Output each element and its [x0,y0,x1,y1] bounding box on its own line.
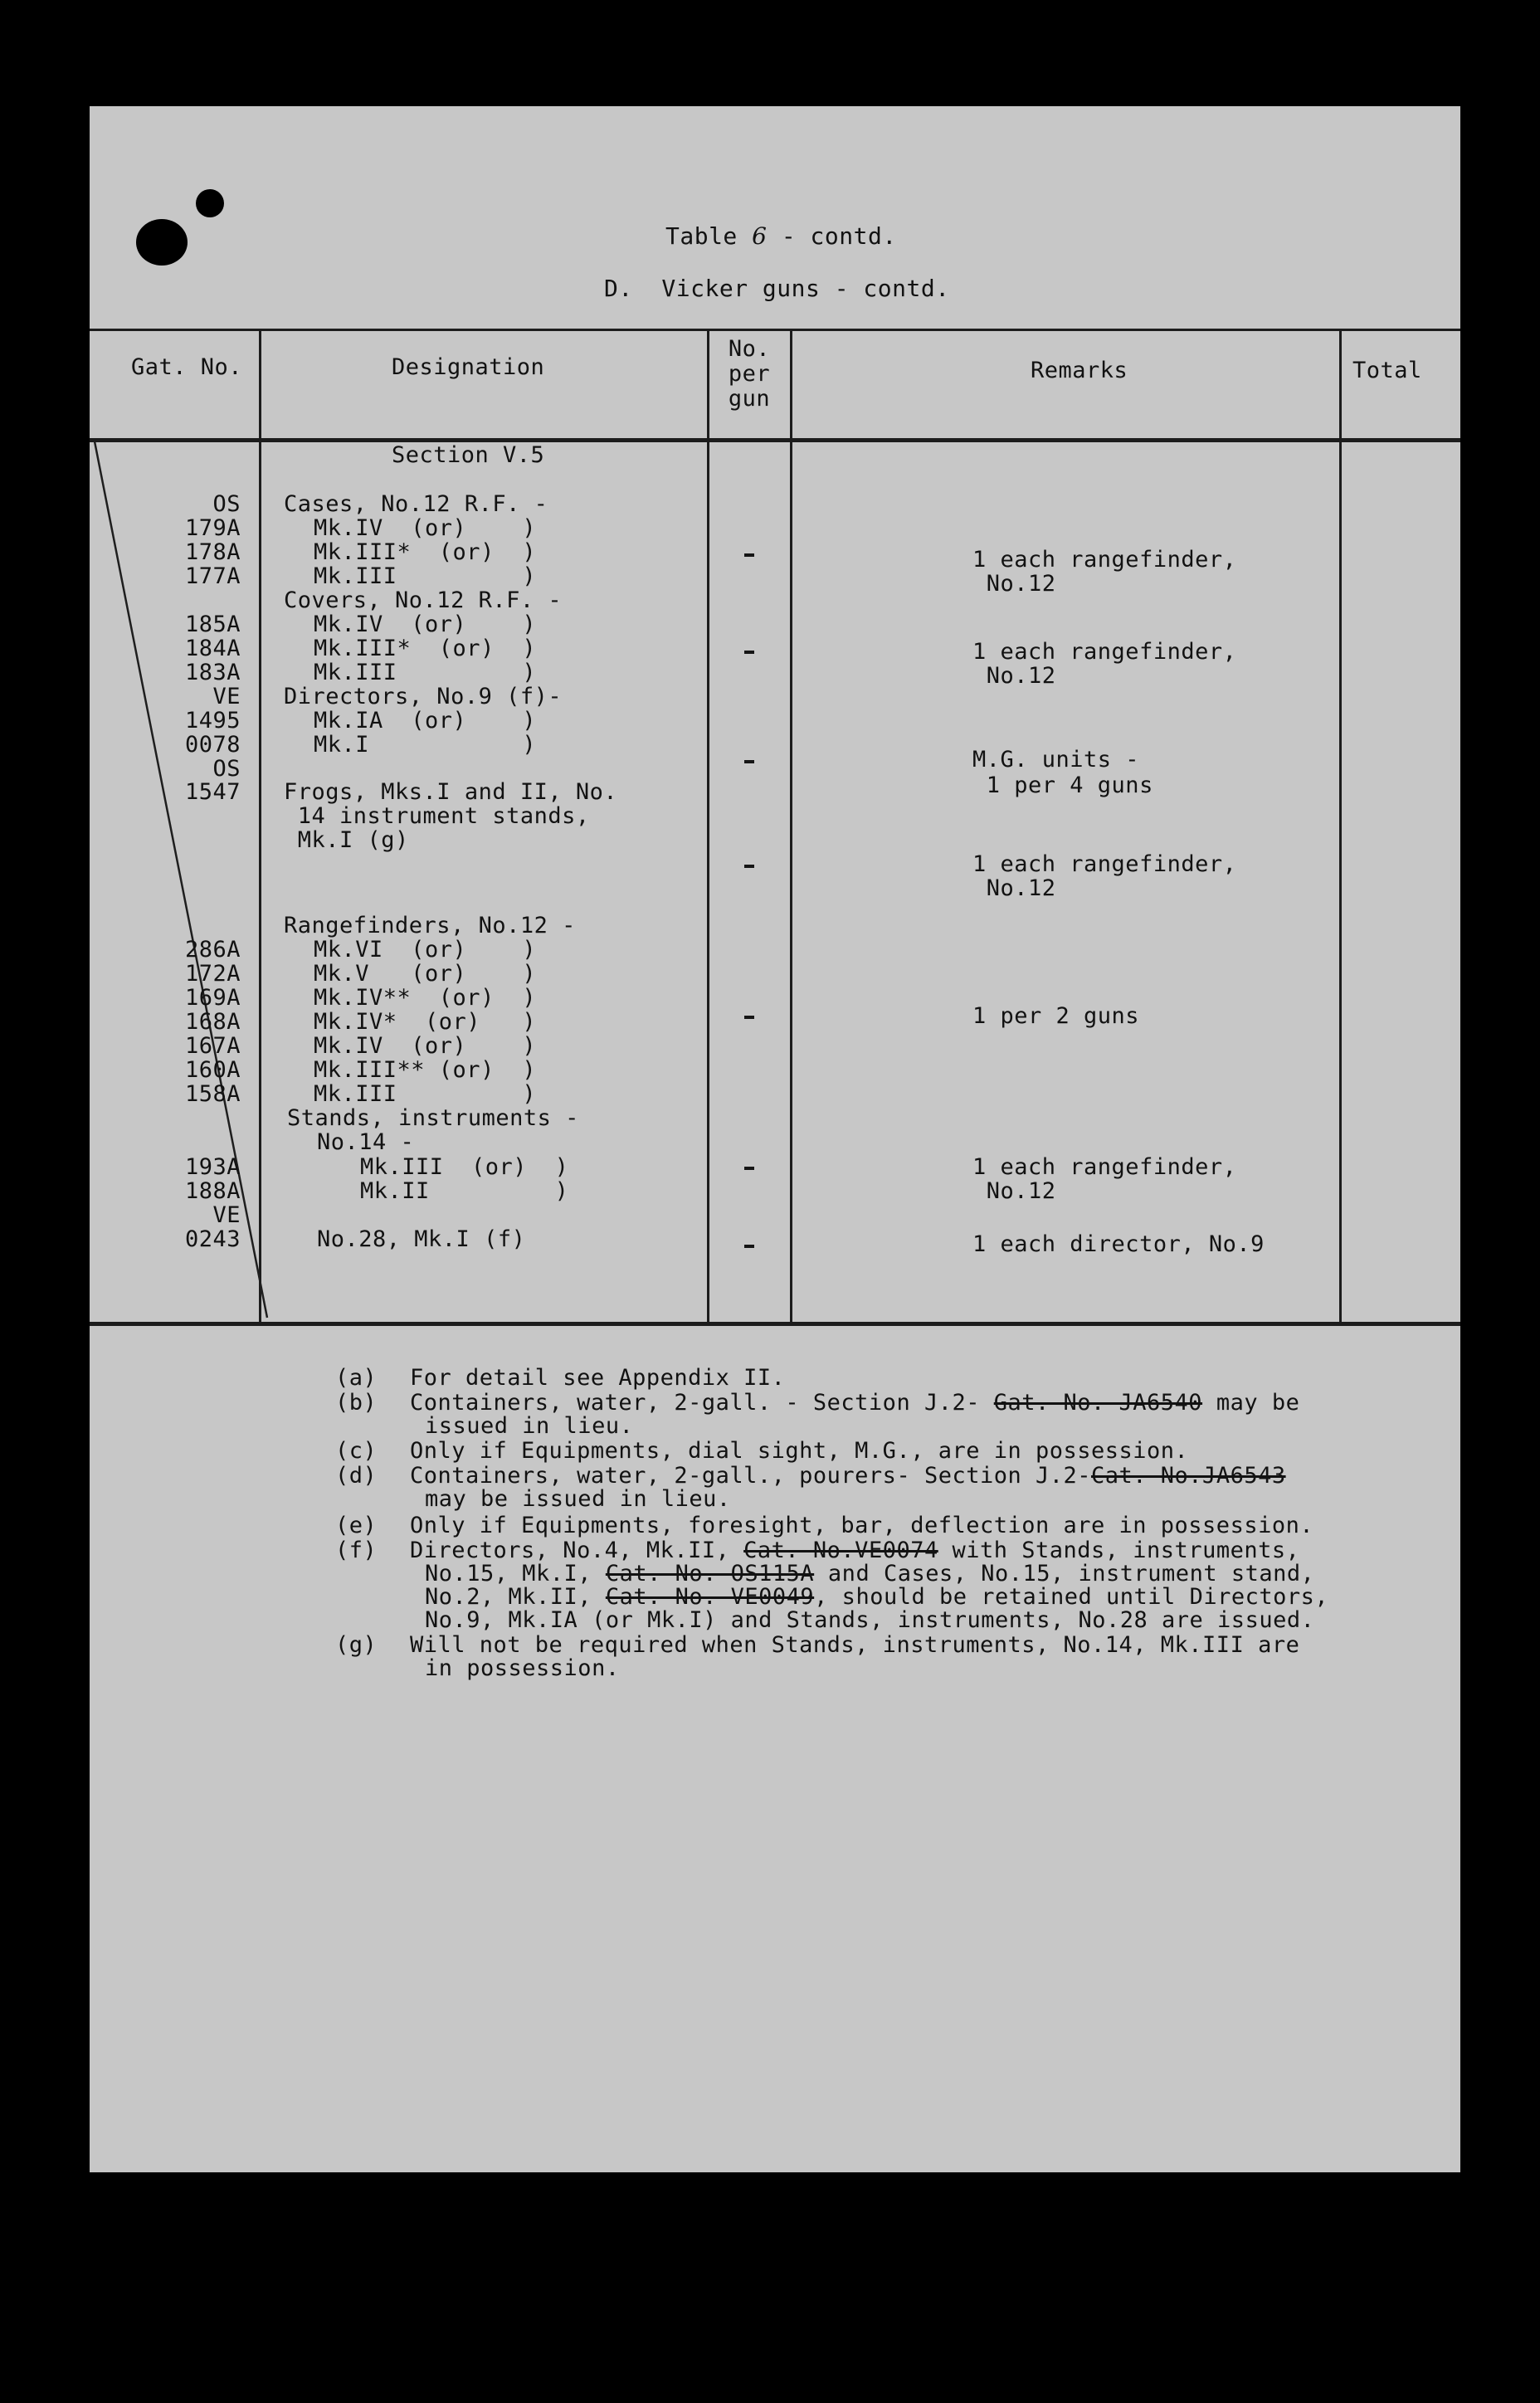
document-page [90,106,1460,2172]
cat-number: 286A [184,937,241,963]
note-text: No.15, Mk.I, Cat. No. OS115A and Cases, No.15, instrument stand, [425,1561,1315,1587]
cat-number: 160A [184,1057,241,1083]
note-text: No.9, Mk.IA (or Mk.I) and Stands, instruments, No.28 are issued. [425,1607,1315,1633]
designation-heading: Stands, instruments - [287,1105,579,1131]
remark: 1 each rangefinder, [972,639,1237,665]
cat-number: 158A [184,1081,241,1107]
cat-number: 1547 [184,779,241,805]
designation-item: Mk.V (or) ) [314,961,537,987]
note-text: For detail see Appendix II. [410,1365,786,1391]
col-header-remarks: Remarks [1031,358,1128,383]
designation-item: Mk.IV** (or) ) [314,985,537,1011]
col-header-no-per-gun-2: per [728,361,771,387]
col-header-no-per-gun-1: No. [728,336,771,362]
designation-heading: Covers, No.12 R.F. - [284,587,563,613]
no-per-gun-dash [744,553,754,557]
remark: 1 each rangefinder, [972,1154,1237,1180]
remark: 1 per 2 guns [972,1003,1140,1029]
designation-heading: Rangefinders, No.12 - [284,913,576,938]
cat-number: 178A [184,539,241,565]
remark: No.12 [972,663,1056,689]
designation-item: No.28, Mk.I (f) [317,1226,526,1252]
note-label: (a) [335,1365,378,1391]
note-text: Will not be required when Stands, instruments, No.14, Mk.III are [410,1632,1300,1658]
designation-heading: Frogs, Mks.I and II, No. [284,779,618,805]
cat-number: VE [212,684,241,709]
punch-hole-small [196,189,224,217]
cat-number: 0078 [184,732,241,758]
table-top-rule [90,329,1460,331]
col-header-cat-no: Gat. No. [131,354,243,380]
note-text: Directors, No.4, Mk.II, Cat. No.VE0074 with Stands, instruments, [410,1538,1300,1563]
column-divider-3 [790,329,792,1324]
designation-item: Mk.IV* (or) ) [314,1009,537,1035]
designation-item: Mk.IV (or) ) [314,612,537,637]
no-per-gun-dash [744,651,754,654]
note-text: Only if Equipments, dial sight, M.G., are in possession. [410,1438,1189,1464]
designation-item: Mk.III** (or) ) [314,1057,537,1083]
cat-number: 168A [184,1009,241,1035]
no-per-gun-dash [744,1016,754,1019]
column-divider-2 [707,329,709,1324]
cat-number: 188A [184,1178,241,1204]
note-label: (d) [335,1463,378,1489]
cat-number: 1495 [184,708,241,734]
note-text: in possession. [425,1655,620,1681]
designation-item: Mk.III (or) ) [360,1154,569,1180]
note-text: Containers, water, 2-gall., pourers- Section J.2-Cat. No.JA6543 [410,1463,1286,1489]
designation-item: Mk.II ) [360,1178,569,1204]
no-per-gun-dash [744,865,754,868]
remark: No.12 [972,1178,1056,1204]
no-per-gun-dash [744,1167,754,1170]
cat-number: 177A [184,563,241,589]
section-heading: Section V.5 [392,442,545,468]
cat-number: 183A [184,660,241,685]
designation-item: 14 instrument stands, [284,803,590,829]
cat-number: VE [212,1202,241,1228]
cat-number: 172A [184,961,241,987]
cat-number: 193A [184,1154,241,1180]
col-header-no-per-gun-3: gun [728,386,771,412]
no-per-gun-dash [744,1245,754,1248]
table-title: Table 6 - contd. [665,222,897,250]
note-label: (g) [335,1632,378,1658]
designation-heading: Directors, No.9 (f)- [284,684,563,709]
remark: M.G. units - [972,747,1140,773]
cat-number: 167A [184,1033,241,1059]
remark: 1 each director, No.9 [972,1231,1265,1257]
remark: No.12 [972,875,1056,901]
remark: 1 per 4 guns [972,773,1153,798]
cat-number: 185A [184,612,241,637]
col-header-designation: Designation [392,354,545,380]
cat-number: OS [212,491,241,517]
note-text: may be issued in lieu. [425,1486,731,1512]
cat-number: 179A [184,515,241,541]
note-label: (c) [335,1438,378,1464]
designation-item: Mk.III ) [314,660,537,685]
cat-number: 169A [184,985,241,1011]
designation-item: Mk.IV (or) ) [314,515,537,541]
note-label: (e) [335,1513,378,1538]
designation-item: Mk.I (g) [284,827,409,853]
designation-item: Mk.IA (or) ) [314,708,537,734]
note-text: issued in lieu. [425,1413,634,1439]
header-bottom-rule [90,438,1460,442]
cat-number: 0243 [184,1226,241,1252]
designation-item: No.14 - [317,1129,415,1155]
note-label: (b) [335,1390,378,1416]
table-subtitle: D. Vicker guns - contd. [604,275,950,302]
note-text: Containers, water, 2-gall. - Section J.2- Gat. No. JA6540 may be [410,1390,1300,1416]
designation-item: Mk.III* (or) ) [314,539,537,565]
note-text: No.2, Mk.II, Cat. No. VE0049, should be retained until Directors, [425,1584,1329,1610]
punch-hole-large [136,219,188,266]
column-divider-4 [1339,329,1342,1324]
designation-item: Mk.III ) [314,563,537,589]
note-label: (f) [335,1538,378,1563]
note-text: Only if Equipments, foresight, bar, deflection are in possession. [410,1513,1314,1538]
remark: 1 each rangefinder, [972,851,1237,877]
designation-item: Mk.III ) [314,1081,537,1107]
cat-number: OS [212,756,241,782]
designation-item: Mk.III* (or) ) [314,636,537,661]
remark: 1 each rangefinder, [972,547,1237,573]
designation-item: Mk.IV (or) ) [314,1033,537,1059]
cat-number: 184A [184,636,241,661]
designation-heading: Cases, No.12 R.F. - [284,491,548,517]
no-per-gun-dash [744,760,754,763]
designation-item: Mk.VI (or) ) [314,937,537,963]
remark: No.12 [972,571,1056,597]
col-header-total: Total [1352,358,1422,383]
table-bottom-rule [90,1322,1460,1326]
designation-item: Mk.I ) [314,732,537,758]
